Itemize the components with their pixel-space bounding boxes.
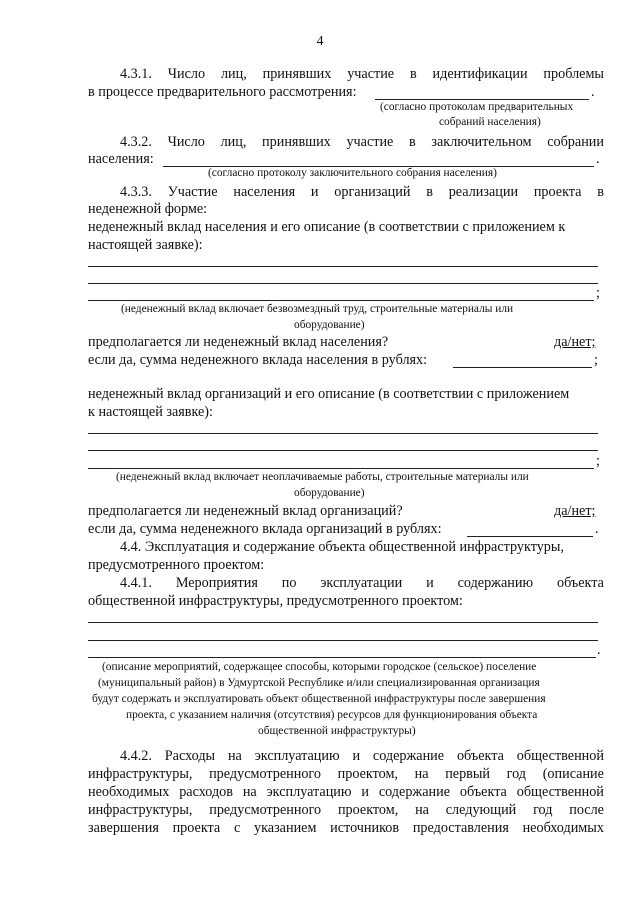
word: собрании (547, 134, 604, 150)
yes-no-answer: да/нет; (554, 334, 596, 350)
word: после (569, 802, 604, 818)
word: 4.3.2. (120, 134, 152, 150)
s44-line1: 4.4. Эксплуатация и содержание объекта общественной инфраструктуры, (120, 539, 564, 555)
organizations-desc-2: к настоящей заявке): (88, 404, 213, 420)
word: предоставления (412, 820, 509, 836)
s441-note-2: (муниципальный район) в Удмуртской Республике и/или специализированная организация (98, 677, 540, 689)
word: проектом, (337, 802, 399, 818)
word: в (409, 134, 416, 150)
word: участие (347, 66, 395, 82)
word: принявших (262, 134, 331, 150)
word: организаций (334, 184, 411, 200)
word: и (426, 575, 434, 591)
word: 4.4.2. (120, 748, 152, 764)
word: эксплуатации (320, 575, 403, 591)
population-note-2: оборудование) (294, 319, 365, 331)
blank-line (88, 433, 598, 434)
word: 4.4.1. (120, 575, 152, 591)
blank-line (88, 266, 598, 267)
population-note-1: (неденежный вклад включает безвозмездный труд, строительные материалы или (121, 303, 514, 315)
word: общественной (516, 784, 604, 800)
word: проектом, (337, 766, 398, 782)
word: эксплуатацию (254, 748, 340, 764)
blank-line (467, 536, 593, 537)
s441-line2: общественной инфраструктуры, предусмотренного проектом: (88, 593, 463, 609)
word: в (597, 184, 604, 200)
word: общественной (516, 748, 604, 764)
blank-line (88, 283, 598, 284)
period: . (596, 151, 600, 167)
word: эксплуатацию (266, 784, 352, 800)
word: на (242, 784, 257, 800)
word: принявших (262, 66, 332, 82)
word: необходимых (522, 820, 604, 836)
word: содержанию (457, 575, 534, 591)
word: идентификации (432, 66, 528, 82)
s431-note1: (согласно протоколам предварительных (380, 101, 574, 113)
s441-note-4: проекта, с указанием наличия (отсутствия) ресурсов для функционирования объекта (126, 709, 538, 721)
semicolon: ; (594, 352, 598, 368)
word: первый (445, 766, 490, 782)
word: и (361, 784, 369, 800)
word: объекта (459, 784, 507, 800)
word: предусмотренного (209, 802, 322, 818)
word: проекта (533, 184, 582, 200)
period: . (591, 84, 595, 100)
word: Число (167, 66, 206, 82)
blank-line (88, 622, 598, 623)
s441-note-3: будут содержать и эксплуатировать объект общественной инфраструктуры после завершения (92, 693, 546, 705)
word: лиц, (220, 66, 247, 82)
s432-line2: населения: (88, 151, 154, 167)
s431-note2: собраний населения) (439, 116, 541, 128)
word: населения (233, 184, 296, 200)
s442-line5 (88, 820, 604, 837)
word: с (233, 820, 241, 836)
word: проекта (172, 820, 221, 836)
word: объекта (456, 748, 504, 764)
s433-line1 (120, 184, 604, 201)
organizations-note-2: оборудование) (294, 487, 365, 499)
word: год (506, 766, 527, 782)
yes-no-answer: да/нет; (554, 503, 596, 519)
word: указанием (254, 820, 317, 836)
s441-note-1: (описание мероприятий, содержащее способы, которыми городское (сельское) поселение (102, 661, 537, 673)
s431-line1 (120, 66, 604, 83)
period: . (597, 642, 601, 658)
word: 4.3.1. (120, 66, 152, 82)
word: инфраструктуры, (88, 766, 193, 782)
s441-line1 (120, 575, 604, 592)
s442-line2 (88, 766, 604, 783)
semicolon: ; (596, 453, 600, 469)
word: завершения (88, 820, 159, 836)
blank-line (88, 640, 598, 641)
organizations-desc-1: неденежный вклад организаций и его описание (в соответствии с приложением (88, 386, 570, 402)
word: и (310, 184, 319, 200)
word: расходов (179, 784, 233, 800)
organizations-note-1: (неденежный вклад включает неоплачиваемые работы, строительные материалы или (116, 471, 529, 483)
semicolon: ; (596, 285, 600, 301)
word: содержание (372, 748, 445, 764)
s431-line2: в процессе предварительного рассмотрения: (88, 84, 357, 100)
word: проблемы (543, 66, 604, 82)
word: год (533, 802, 553, 818)
word: содержание (378, 784, 451, 800)
s442-line1 (120, 748, 604, 765)
word: по (281, 575, 297, 591)
blank-line (88, 300, 594, 301)
word: участие (346, 134, 394, 150)
word: 4.3.3. (120, 184, 152, 200)
s441-note-5: общественной инфраструктуры) (258, 725, 416, 737)
word: на (415, 802, 429, 818)
organizations-sum: если да, сумма неденежного вклада организаций в рублях: (88, 521, 442, 537)
word: Мероприятия (175, 575, 258, 591)
word: заключительном (431, 134, 532, 150)
word: в (409, 66, 417, 82)
word: предусмотренного (209, 766, 321, 782)
word: Участие (167, 184, 218, 200)
s442-line4 (88, 802, 604, 819)
s432-note: (согласно протоколу заключительного собрания населения) (208, 167, 497, 179)
blank-line (453, 367, 592, 368)
s432-line1 (120, 134, 604, 151)
word: необходимых (88, 784, 170, 800)
word: инфраструктуры, (88, 802, 193, 818)
word: в (426, 184, 433, 200)
word: на (227, 748, 242, 764)
s442-line3 (88, 784, 604, 801)
population-desc-1: неденежный вклад населения и его описание (в соответствии с приложением к (88, 219, 566, 235)
blank-line (88, 657, 596, 658)
word: и (352, 748, 361, 764)
word: реализации (448, 184, 519, 200)
s44-line2: предусмотренного проектом: (88, 557, 265, 573)
word: на (414, 766, 429, 782)
blank-line (88, 450, 598, 451)
blank-line (88, 468, 594, 469)
word: лиц, (220, 134, 247, 150)
word: (описание (542, 766, 604, 782)
page-number: 4 (316, 34, 324, 49)
population-sum: если да, сумма неденежного вклада населения в рублях: (88, 352, 428, 368)
word: объекта (556, 575, 604, 591)
s433-line2: неденежной форме: (88, 201, 208, 217)
word: Расходы (164, 748, 216, 764)
word: следующий (445, 802, 517, 818)
organizations-question: предполагается ли неденежный вклад организаций? (88, 503, 403, 519)
word: источников (330, 820, 400, 836)
word: Число (167, 134, 205, 150)
population-desc-2: настоящей заявке): (88, 237, 203, 253)
period: . (595, 521, 599, 537)
population-question: предполагается ли неденежный вклад населения? (88, 334, 389, 350)
